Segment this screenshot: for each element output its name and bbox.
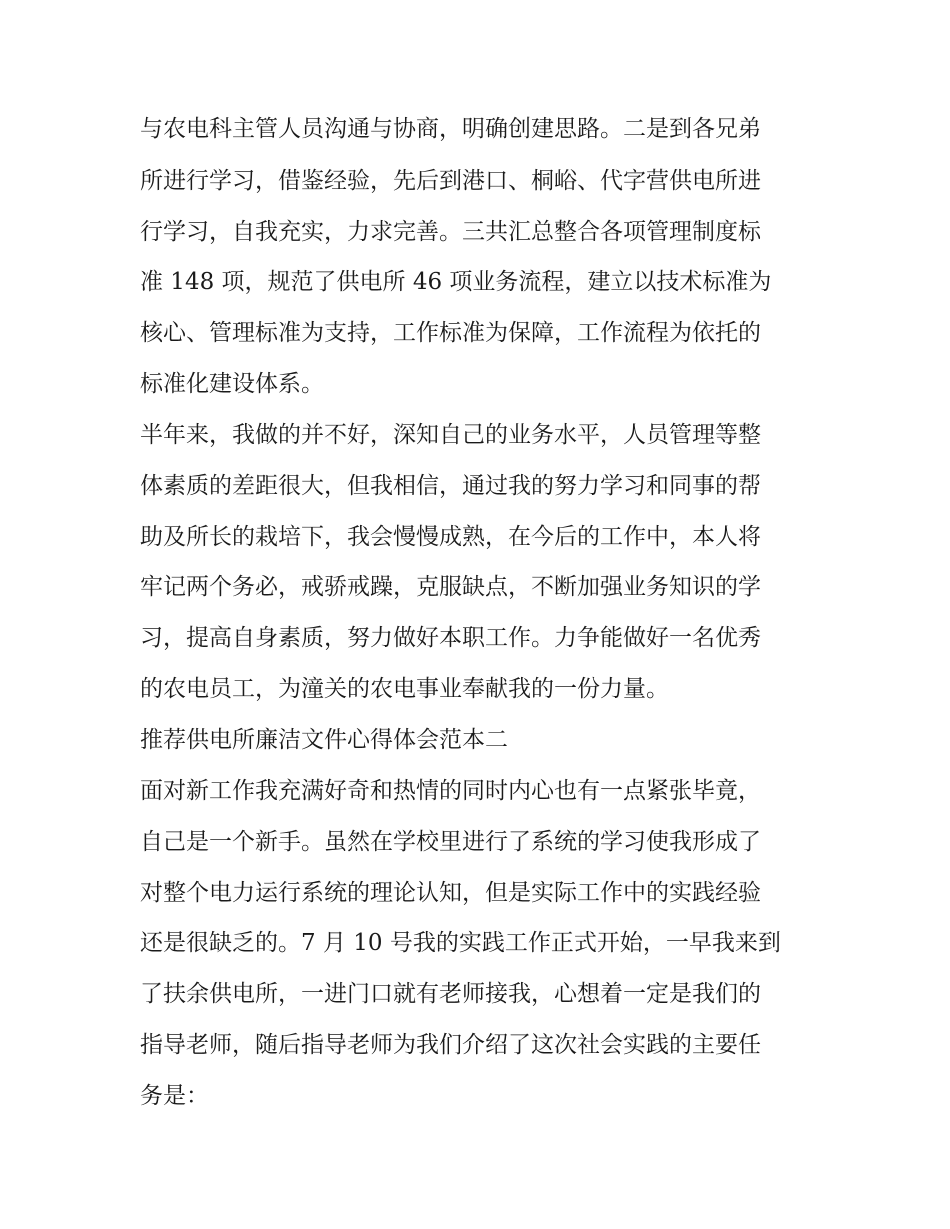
text-line: 面对新工作我充满好奇和热情的同时内心也有一点紧张毕竟， <box>140 778 761 804</box>
text-line: 所进行学习，借鉴经验，先后到港口、桐峪、代字营供电所进 <box>140 168 761 194</box>
text-line: 体素质的差距很大，但我相信，通过我的努力学习和同事的帮 <box>140 473 761 499</box>
text-line: 的农电员工，为潼关的农电事业奉献我的一份力量。 <box>140 676 669 702</box>
text-line: 核心、管理标准为支持，工作标准为保障，工作流程为依托的 <box>140 320 761 346</box>
text-line: 半年来，我做的并不好，深知自己的业务水平，人员管理等整 <box>140 422 761 448</box>
text-line: 务是： <box>140 1083 209 1109</box>
text-line: 指导老师，随后指导老师为我们介绍了这次社会实践的主要任 <box>140 1032 761 1058</box>
text-line: 了扶余供电所，一进门口就有老师接我，心想着一定是我们的 <box>140 981 761 1007</box>
text-line: 还是很缺乏的。7 月 10 号我的实践工作正式开始，一早我来到 <box>140 930 781 956</box>
text-line: 助及所长的栽培下，我会慢慢成熟，在今后的工作中，本人将 <box>140 524 761 550</box>
section-heading: 推荐供电所廉洁文件心得体会范本二 <box>140 727 508 753</box>
text-line: 标准化建设体系。 <box>140 371 324 397</box>
text-line: 牢记两个务必，戒骄戒躁，克服缺点，不断加强业务知识的学 <box>140 574 761 600</box>
text-line: 习，提高自身素质，努力做好本职工作。力争能做好一名优秀 <box>140 625 761 651</box>
text-line: 行学习，自我充实，力求完善。三共汇总整合各项管理制度标 <box>140 219 761 245</box>
text-line: 与农电科主管人员沟通与协商，明确创建思路。二是到各兄弟 <box>140 116 761 142</box>
text-line: 自己是一个新手。虽然在学校里进行了系统的学习使我形成了 <box>140 829 761 855</box>
text-line: 准 148 项，规范了供电所 46 项业务流程，建立以技术标准为 <box>140 269 772 295</box>
text-line: 对整个电力运行系统的理论认知，但是实际工作中的实践经验 <box>140 880 761 906</box>
